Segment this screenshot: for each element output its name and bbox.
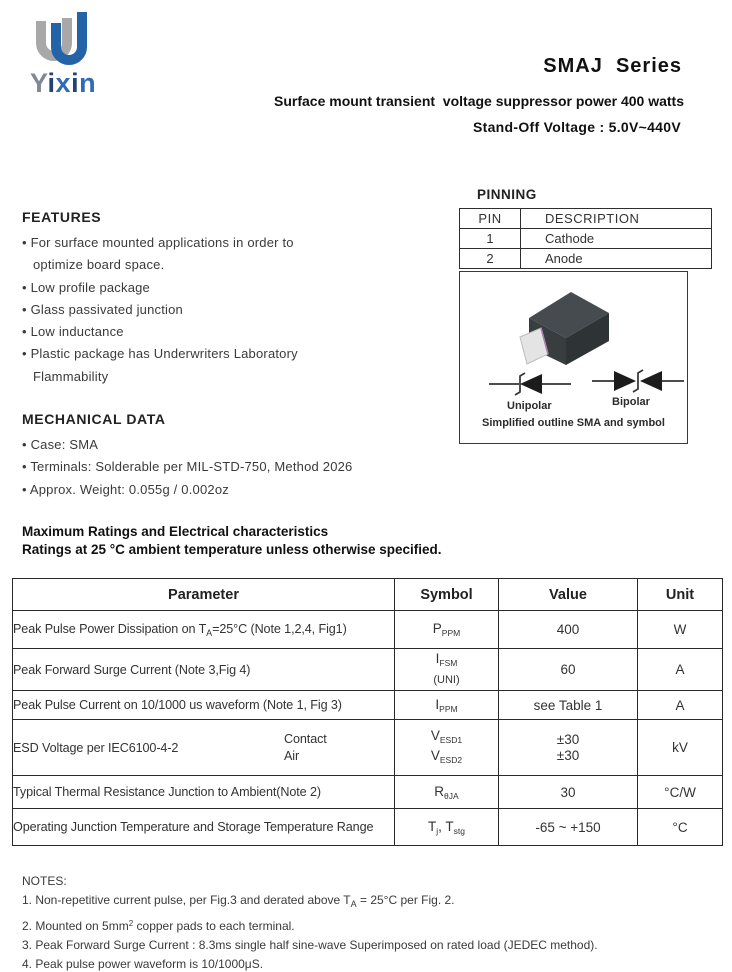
parameter-cell: Typical Thermal Resistance Junction to Ambient(Note 2) [13, 776, 395, 809]
value-cell: 30 [499, 776, 638, 809]
unit-cell: A [638, 649, 723, 691]
note-text: = 25°C per Fig. 2. [356, 893, 455, 907]
note-text: 1. Non-repetitive current pulse, per Fig.3 and derated above T [22, 893, 351, 907]
symbol-cell [395, 611, 499, 649]
bipolar-symbol-icon [590, 365, 686, 397]
unipolar-label: Unipolar [507, 400, 552, 412]
note-item: 3. Peak Forward Surge Current : 8.3ms single half sine-wave Superimposed on rated load (JEDEC method). [22, 938, 598, 952]
feature-item: • Low inductance [22, 324, 124, 340]
logo-letter: i [47, 68, 56, 98]
symbol-subscript: θJA [444, 790, 459, 801]
unipolar-symbol-icon [485, 368, 575, 400]
feature-item: • Plastic package has Underwriters Laboratory [22, 346, 298, 362]
logo-letter: n [79, 68, 97, 98]
brand-logo-icon [33, 8, 118, 75]
feature-item-continuation: optimize board space. [33, 257, 165, 273]
parameter-column-header: Parameter [13, 579, 395, 611]
symbol-cell [395, 649, 499, 691]
ratings-table-header-row [13, 579, 723, 611]
symbol-base: R [434, 783, 445, 799]
symbol-cell [395, 776, 499, 809]
symbol-subscript: stg [453, 825, 465, 836]
feature-item-continuation: Flammability [33, 368, 109, 384]
note-item [22, 891, 598, 914]
pinning-table [459, 208, 712, 269]
symbol-base: I [435, 696, 440, 712]
logo-letter: x [55, 68, 72, 98]
pin-description: Cathode [521, 229, 712, 249]
mechanical-data-title: MECHANICAL DATA [22, 411, 166, 427]
symbol-base: T [428, 818, 437, 834]
table-row [13, 776, 723, 809]
table-row [13, 809, 723, 846]
note-item: 4. Peak pulse power waveform is 10/1000μS. [22, 957, 264, 971]
mechanical-item: • Approx. Weight: 0.055g / 0.002oz [22, 481, 229, 497]
pinning-header-row [460, 209, 712, 229]
symbol-subscript: ESD2 [439, 754, 463, 765]
pin-description: Anode [521, 249, 712, 269]
description-column-header: DESCRIPTION [521, 209, 712, 229]
symbol-subscript: FSM [439, 658, 458, 668]
esd-mode-contact: Contact [284, 731, 327, 746]
esd-mode-labels [284, 731, 327, 765]
unit-cell: °C/W [638, 776, 723, 809]
product-subtitle: Surface mount transient voltage suppressor power 400 watts [274, 93, 684, 109]
value-cell: 400 [499, 611, 638, 649]
logo-letter: i [71, 68, 80, 98]
mechanical-item: • Case: SMA [22, 437, 99, 452]
table-row [13, 611, 723, 649]
symbol-subscript: PPM [441, 628, 461, 638]
unit-cell: A [638, 691, 723, 720]
symbol-base: V [430, 727, 440, 743]
parameter-cell [13, 720, 395, 776]
symbol-note: (UNI) [433, 674, 460, 686]
ratings-heading-line2: Ratings at 25 °C ambient temperature unless otherwise specified. [22, 542, 442, 557]
brand-logo-text [30, 68, 96, 98]
note-superscript: 2 [128, 919, 134, 928]
note-item [22, 914, 598, 936]
note-subscript: A [350, 899, 357, 909]
features-title: FEATURES [22, 209, 102, 225]
pin-number: 1 [460, 229, 521, 249]
unit-cell: W [638, 611, 723, 649]
symbol-base: , T [438, 818, 454, 834]
value-cell: 60 [499, 649, 638, 691]
pin-column-header: PIN [460, 209, 521, 229]
parameter-cell: Peak Forward Surge Current (Note 3,Fig 4) [13, 649, 395, 691]
pinning-title: PINNING [477, 187, 537, 202]
pinning-row [460, 229, 712, 249]
ratings-heading [22, 523, 442, 559]
feature-item: • For surface mounted applications in order to [22, 235, 294, 250]
pin-number: 2 [460, 249, 521, 269]
feature-item: • Glass passivated junction [22, 301, 183, 317]
symbol-base: P [432, 621, 442, 636]
unit-column-header: Unit [638, 579, 723, 611]
value-cell [499, 720, 638, 776]
standoff-voltage: Stand-Off Voltage : 5.0V~440V [473, 119, 681, 135]
value-line: ±30 [556, 731, 580, 747]
parameter-subscript: A [206, 627, 213, 638]
mechanical-item: • Terminals: Solderable per MIL-STD-750, Method 2026 [22, 459, 353, 475]
symbol-base: I [435, 651, 440, 666]
parameter-text: ESD Voltage per IEC6100-4-2 [13, 740, 179, 755]
symbol-subscript: PPM [439, 703, 458, 714]
value-column-header: Value [499, 579, 638, 611]
page-title: SMAJ Series [543, 55, 682, 77]
parameter-text: Peak Pulse Power Dissipation on T [13, 621, 207, 636]
value-cell: see Table 1 [499, 691, 638, 720]
note-text: copper pads to each terminal. [133, 919, 295, 933]
symbol-cell [395, 691, 499, 720]
symbol-subscript: ESD1 [439, 734, 463, 745]
note-text: 2. Mounted on 5mm [22, 919, 129, 933]
parameter-cell: Operating Junction Temperature and Storage Temperature Range [13, 809, 395, 846]
symbol-base: V [430, 747, 440, 763]
package-figure [459, 271, 688, 444]
ratings-table [12, 578, 723, 846]
bipolar-label: Bipolar [612, 396, 650, 408]
value-line: ±30 [556, 747, 580, 763]
symbol-cell [395, 720, 499, 776]
value-cell: -65 ~ +150 [499, 809, 638, 846]
table-row [13, 691, 723, 720]
features-section [22, 209, 452, 388]
parameter-text: =25°C (Note 1,2,4, Fig1) [212, 621, 347, 636]
ratings-heading-line1: Maximum Ratings and Electrical characteristics [22, 524, 329, 539]
symbol-subscript: j [436, 825, 439, 836]
feature-item: • Low profile package [22, 279, 150, 295]
unit-cell: °C [638, 809, 723, 846]
table-row [13, 720, 723, 776]
unit-cell: kV [638, 720, 723, 776]
table-row [13, 649, 723, 691]
parameter-cell: Peak Pulse Current on 10/1000 us waveform (Note 1, Fig 3) [13, 691, 395, 720]
parameter-cell [13, 611, 395, 649]
figure-caption: Simplified outline SMA and symbol [482, 417, 665, 429]
mechanical-data-section [22, 411, 492, 501]
logo-letter: Y [30, 68, 48, 98]
notes-title: NOTES: [22, 874, 67, 888]
symbol-column-header: Symbol [395, 579, 499, 611]
esd-mode-air: Air [284, 748, 300, 763]
notes-section [22, 872, 598, 972]
pinning-row [460, 249, 712, 269]
symbol-cell [395, 809, 499, 846]
